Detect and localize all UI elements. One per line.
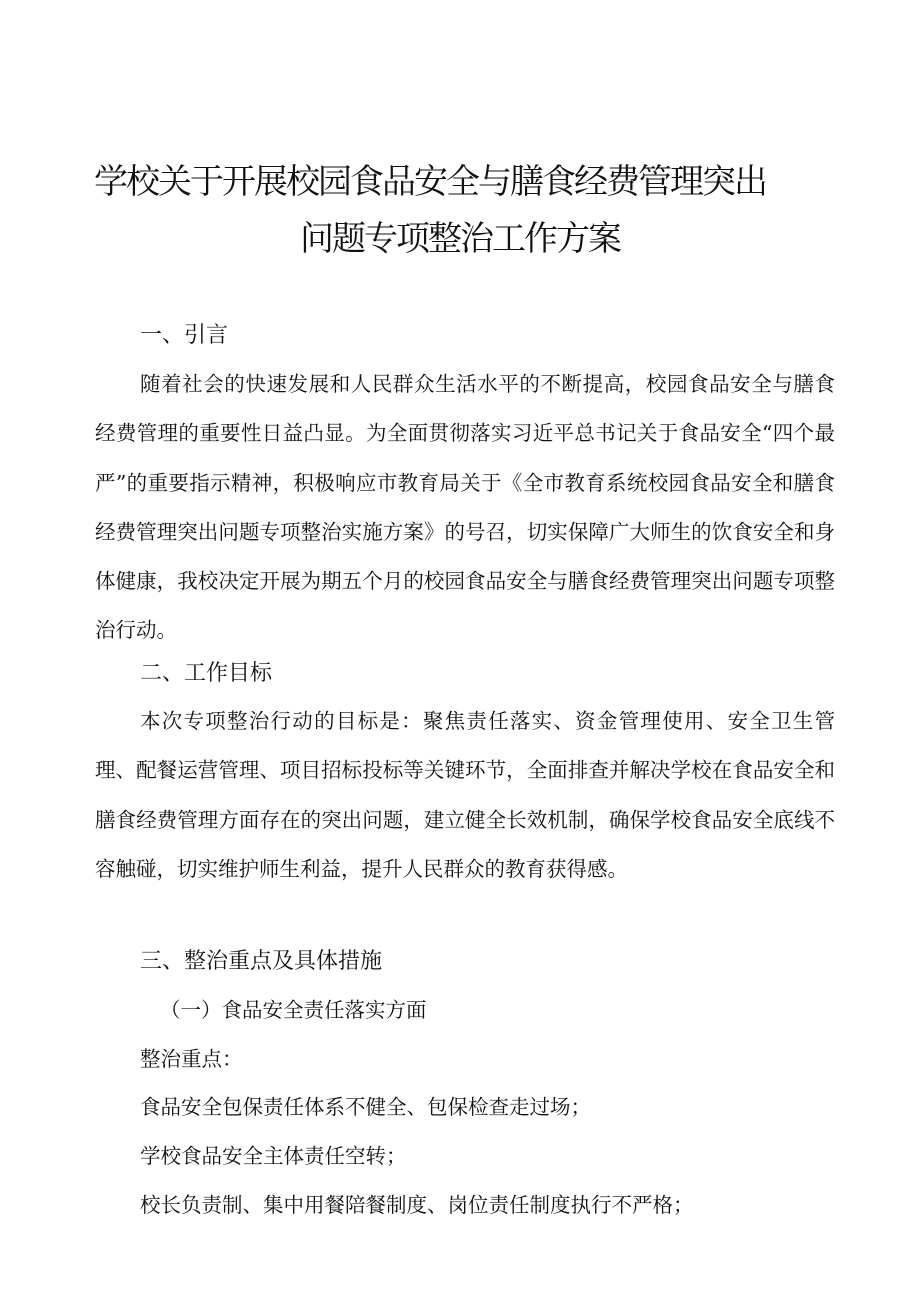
document-title-line-2: 问题专项整治工作方案 xyxy=(300,219,620,259)
focus-item-3: 校长负责制、集中用餐陪餐制度、岗位责任制度执行不严格； xyxy=(140,1193,694,1217)
focus-label: 整治重点： xyxy=(140,1047,243,1071)
goals-paragraph: 本次专项整治行动的目标是：聚焦责任落实、资金管理使用、安全卫生管理、配餐运营管理、项目招标投标等关键环节，全面排查并解决学校在食品安全和膳食经费管理方面存在的突出问题，建立健全长效机制，确保学校食品安全底线不容触碰，切实维护师生利益，提升人民群众的教育获得感。 xyxy=(95,709,835,881)
focus-item-2: 学校食品安全主体责任空转； xyxy=(140,1144,407,1168)
intro-paragraph: 随着社会的快速发展和人民群众生活水平的不断提高，校园食品安全与膳食经费管理的重要性日益凸显。为全面贯彻落实习近平总书记关于食品安全“四个最严”的重要指示精神，积极响应市教育局关于《全市教育系统校园食品安全和膳食经费管理突出问题专项整治实施方案》的号召，切实保障广大师生的饮食安全和身体健康，我校决定开展为期五个月的校园食品安全与膳食经费管理突出问题专项整治行动。 xyxy=(95,372,835,643)
section-heading-measures: 三、整治重点及具体措施 xyxy=(140,949,383,974)
section-heading-goals: 二、工作目标 xyxy=(140,661,273,686)
subsection-heading-responsibility: （一）食品安全责任落实方面 xyxy=(160,998,427,1022)
section-heading-intro: 一、引言 xyxy=(140,323,229,348)
document-title-line-1: 学校关于开展校园食品安全与膳食经费管理突出 xyxy=(94,162,766,202)
focus-item-1: 食品安全包保责任体系不健全、包保检查走过场； xyxy=(140,1095,591,1119)
